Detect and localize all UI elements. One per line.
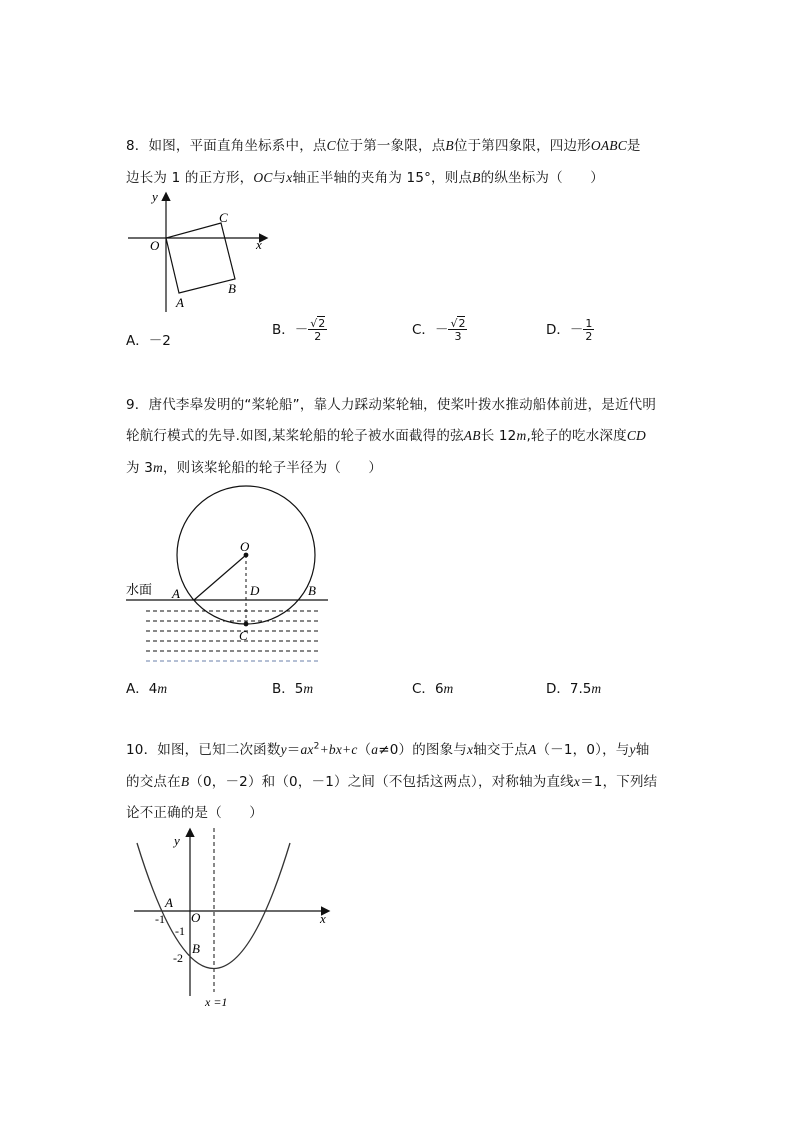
option-label: B． xyxy=(272,681,295,697)
label-y: y xyxy=(174,833,180,848)
q9-text: 为 3 xyxy=(126,460,153,476)
label-a: A xyxy=(165,895,173,910)
option-label: A． xyxy=(126,681,149,697)
q8-option-d xyxy=(546,318,594,342)
q10-text: （－1，0），与 xyxy=(536,742,630,758)
label-symmetry-axis: x =1 xyxy=(205,995,228,1009)
q10-text: 10．如图，已知二次函数 xyxy=(126,742,281,758)
q8-line-1 xyxy=(126,134,641,154)
q10-var-y: y xyxy=(629,742,636,757)
q10-var-x: x xyxy=(467,742,474,757)
radius-oa xyxy=(194,555,246,600)
fraction: $\frac{√2}{2}$ xyxy=(310,317,326,343)
radicand: 2 xyxy=(458,317,466,330)
label-o: O xyxy=(191,910,201,925)
q8-option-c xyxy=(412,318,467,342)
q9-var-cd: CD xyxy=(626,428,646,443)
option-value: 4 xyxy=(148,681,158,697)
option-value: －2 xyxy=(148,333,171,349)
q9-text: ,轮子的吃水深度 xyxy=(526,428,627,444)
q10-var-a: A xyxy=(528,742,537,757)
q10-eq-sup: 2 xyxy=(313,741,320,752)
option-value: 6 xyxy=(434,681,444,697)
q10-eq: y xyxy=(280,742,287,757)
option-sign: － xyxy=(434,322,449,338)
q8-var-b: B xyxy=(445,138,454,153)
q10-var-b: B xyxy=(180,774,190,789)
option-label: D． xyxy=(546,322,570,338)
option-label: C． xyxy=(412,322,435,338)
water-lines xyxy=(146,611,320,661)
label-c: C xyxy=(239,628,248,643)
option-sign: － xyxy=(294,322,309,338)
q8-text: 位于第四象限，四边形 xyxy=(453,138,591,154)
denominator: 3 xyxy=(454,330,462,343)
numerator: 1 xyxy=(585,317,593,330)
option-label: A． xyxy=(126,333,149,349)
square-oabc xyxy=(166,223,235,293)
q9-unit-m: m xyxy=(152,460,163,475)
q9-text: 9．唐代李皋发明的“桨轮船”，靠人力踩动桨轮轴，使桨叶拨水推动船体前进，是近代明 xyxy=(126,397,657,413)
option-value: 7.5 xyxy=(569,681,592,697)
q10-line-2 xyxy=(126,770,657,790)
option-sign: － xyxy=(569,322,584,338)
q10-figure xyxy=(128,826,338,1010)
q9-text: ，则该桨轮船的轮子半径为（ ） xyxy=(162,460,383,476)
label-o: O xyxy=(150,238,160,253)
point-c xyxy=(244,622,249,627)
q10-line-1 xyxy=(126,738,649,758)
q8-text: 位于第一象限，点 xyxy=(335,138,446,154)
tick-neg1-y: -1 xyxy=(175,924,185,938)
q9-option-d xyxy=(546,677,601,697)
option-label: C． xyxy=(412,681,435,697)
q10-eq: +bx+c xyxy=(319,742,358,757)
q10-line-3 xyxy=(126,801,263,821)
q8-var-c: C xyxy=(326,138,336,153)
q9-line-3 xyxy=(126,456,382,476)
label-c: C xyxy=(219,210,228,225)
q8-text: 8．如图，平面直角坐标系中，点 xyxy=(126,138,327,154)
q8-line-2 xyxy=(126,166,604,186)
q8-figure xyxy=(120,186,280,316)
option-unit: m xyxy=(443,681,454,696)
option-unit: m xyxy=(303,681,314,696)
option-value: 5 xyxy=(294,681,304,697)
q10-eq: ax xyxy=(300,742,314,757)
option-label: B． xyxy=(272,322,295,338)
label-a: A xyxy=(176,295,184,310)
option-unit: m xyxy=(157,681,168,696)
q8-option-b xyxy=(272,318,327,342)
tick-neg2-y: -2 xyxy=(173,951,183,965)
q9-option-b xyxy=(272,677,313,697)
option-unit: m xyxy=(591,681,602,696)
q8-text: 是 xyxy=(626,138,641,154)
q8-var-x: x xyxy=(286,170,293,185)
q8-text: 边长为 1 的正方形， xyxy=(126,170,254,186)
q10-eq: a xyxy=(371,742,379,757)
q8-var-b: B xyxy=(472,170,481,185)
q9-figure xyxy=(122,474,336,670)
label-a: A xyxy=(172,586,180,601)
q8-text: 轴正半轴的夹角为 15°，则点 xyxy=(292,170,473,186)
label-x: x xyxy=(320,911,326,926)
tick-neg1-x: -1 xyxy=(155,912,165,926)
q9-line-1 xyxy=(126,393,656,413)
q9-line-2 xyxy=(126,424,646,444)
q9-option-a xyxy=(126,677,167,697)
q10-var-x: x xyxy=(573,774,581,789)
fraction xyxy=(583,318,594,342)
label-b: B xyxy=(192,941,200,956)
q10-text: （ xyxy=(357,742,372,758)
q10-text: 轴 xyxy=(635,742,650,758)
q10-text: ≠0）的图象与 xyxy=(378,742,468,758)
denominator: 2 xyxy=(585,330,593,343)
q10-text: ＝1，下列结 xyxy=(580,774,658,790)
q8-var-oabc: OABC xyxy=(590,138,627,153)
label-d: D xyxy=(250,583,260,598)
q10-text: 轴交于点 xyxy=(473,742,529,758)
option-label: D． xyxy=(546,681,570,697)
label-o: O xyxy=(240,539,250,554)
q8-var-oc: OC xyxy=(253,170,273,185)
label-y: y xyxy=(152,189,158,204)
q10-text: 的交点在 xyxy=(126,774,181,790)
q9-text: 轮航行模式的先导.如图,某桨轮船的轮子被水面截得的弦 xyxy=(126,428,464,444)
label-water: 水面 xyxy=(126,583,153,598)
q8-text: 的纵坐标为（ ） xyxy=(480,170,604,186)
q9-text: 长 12 xyxy=(480,428,517,444)
q10-text: （0，－2）和（0，－1）之间（不包括这两点），对称轴为直线 xyxy=(189,774,574,790)
fraction: $\frac{√2}{3}$ xyxy=(450,317,466,343)
q9-var-ab: AB xyxy=(463,428,481,443)
q8-text: 与 xyxy=(272,170,287,186)
label-x: x xyxy=(256,237,262,252)
q9-unit-m: m xyxy=(516,428,527,443)
radicand: 2 xyxy=(318,317,326,330)
label-b: B xyxy=(308,583,316,598)
label-b: B xyxy=(228,281,236,296)
q10-text: 论不正确的是（ ） xyxy=(126,805,263,821)
q8-option-a xyxy=(126,329,171,349)
denominator: 2 xyxy=(314,330,322,343)
q9-option-c xyxy=(412,677,453,697)
q10-eq: ＝ xyxy=(286,742,301,758)
